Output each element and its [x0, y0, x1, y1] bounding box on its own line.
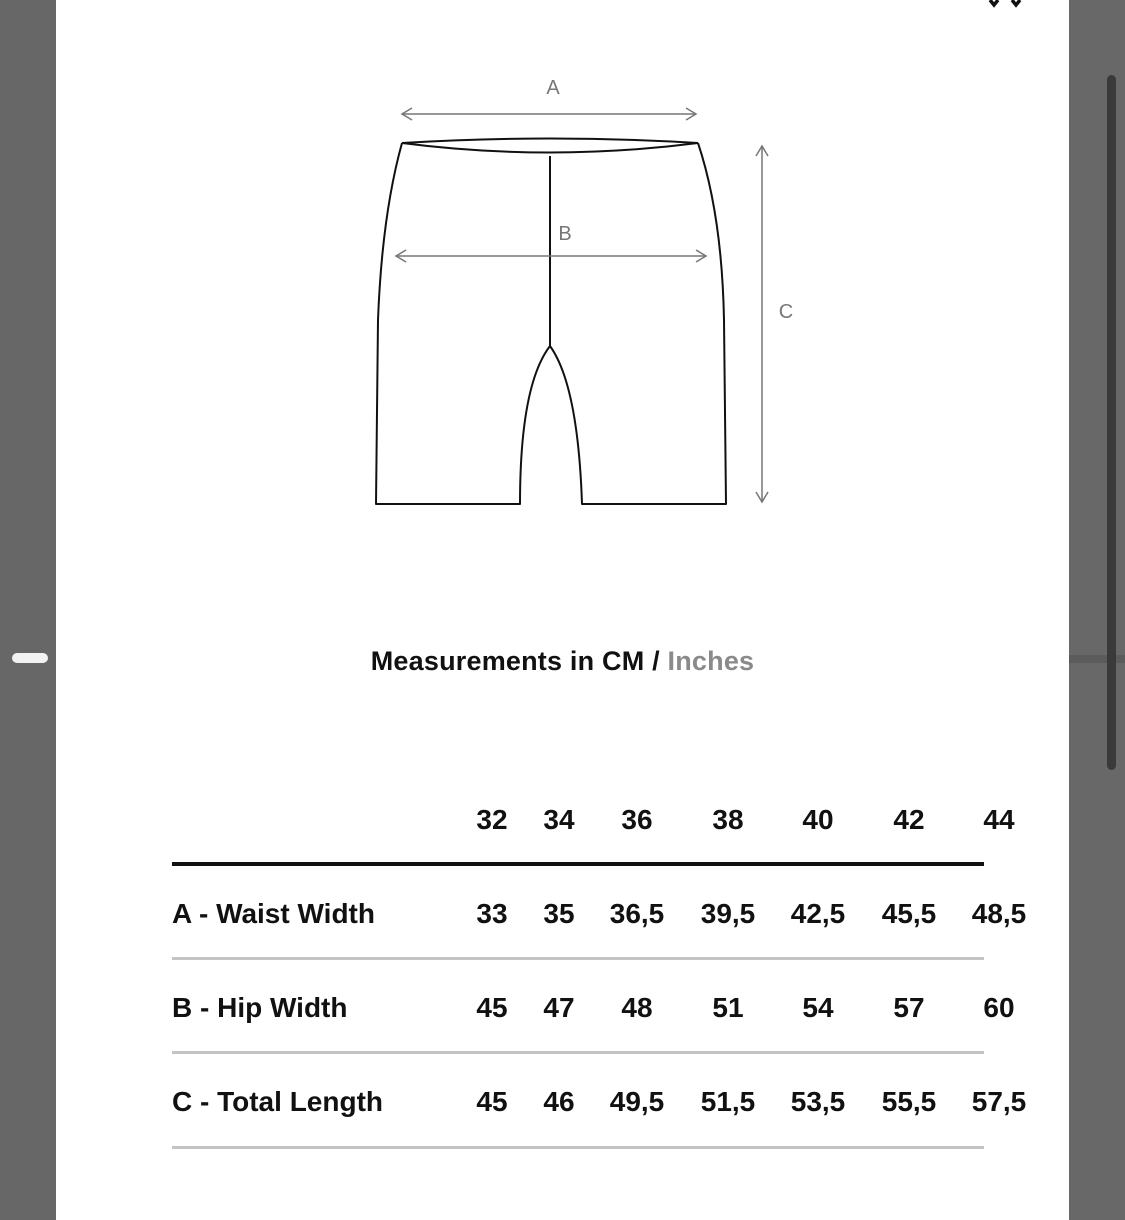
table-cell: 48,5 [971, 898, 1027, 929]
close-icon[interactable] [984, 0, 1026, 8]
unit-separator: / [652, 646, 660, 676]
row-divider [172, 1146, 984, 1149]
table-cell: 39,5 [700, 898, 756, 929]
left-backdrop [0, 0, 56, 1220]
table-cell: 51 [712, 992, 744, 1023]
header-divider [172, 862, 984, 866]
table-cell: 48 [621, 992, 653, 1023]
table-cell: 57,5 [971, 1086, 1027, 1117]
size-guide-panel [56, 0, 1069, 1220]
label-b: B [558, 223, 572, 245]
table-cell: 45 [476, 992, 508, 1023]
size-header: 36 [621, 804, 653, 835]
table-cell: 60 [983, 992, 1015, 1023]
row-label-hip: B - Hip Width [172, 992, 348, 1023]
table-cell: 47 [543, 992, 575, 1023]
table-cell: 49,5 [609, 1086, 665, 1117]
scrollbar-thumb[interactable] [1107, 75, 1116, 770]
row-label-length: C - Total Length [172, 1086, 383, 1117]
unit-cm-label: Measurements in CM [370, 646, 645, 676]
table-cell: 55,5 [881, 1086, 937, 1117]
backdrop-divider [1069, 655, 1125, 663]
table-cell: 51,5 [700, 1086, 756, 1117]
table-cell: 35 [543, 898, 575, 929]
size-header: 34 [543, 804, 575, 835]
table-cell: 45 [476, 1086, 508, 1117]
label-c: C [778, 301, 794, 323]
right-backdrop [1069, 0, 1125, 1220]
row-divider [172, 957, 984, 960]
size-header: 42 [893, 804, 925, 835]
table-cell: 53,5 [790, 1086, 846, 1117]
size-header: 38 [712, 804, 744, 835]
table-cell: 45,5 [881, 898, 937, 929]
row-label-waist: A - Waist Width [172, 898, 375, 929]
table-cell: 54 [802, 992, 834, 1023]
unit-inches-toggle[interactable]: Inches [667, 646, 755, 676]
size-header: 32 [476, 804, 508, 835]
table-cell: 36,5 [609, 898, 665, 929]
table-cell: 57 [893, 992, 925, 1023]
row-divider [172, 1051, 984, 1054]
size-table [172, 0, 1027, 1220]
size-header: 40 [802, 804, 834, 835]
table-cell: 46 [543, 1086, 575, 1117]
table-cell: 33 [476, 898, 508, 929]
size-header: 44 [983, 804, 1015, 835]
table-cell: 42,5 [790, 898, 846, 929]
label-a: A [546, 77, 560, 99]
drag-handle-icon[interactable] [12, 653, 48, 663]
